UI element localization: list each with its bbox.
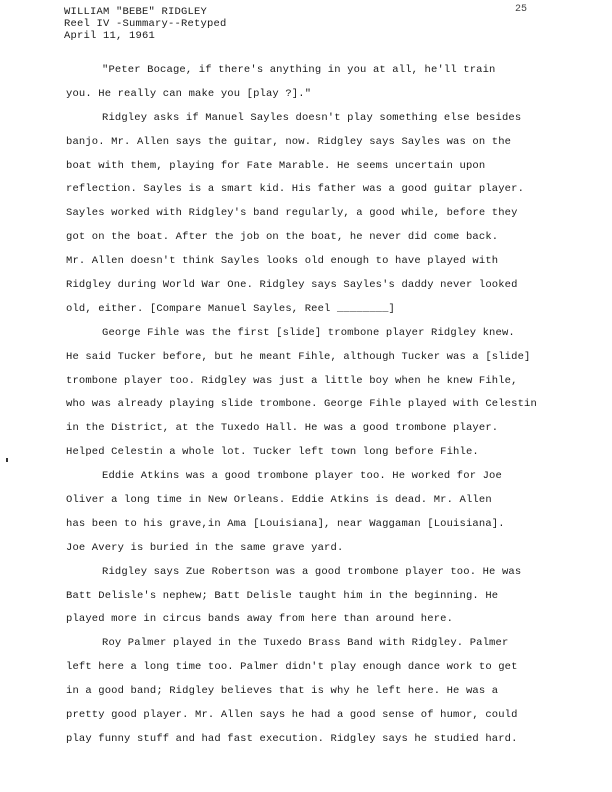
text-line: has been to his grave,in Ama [Louisiana], near Waggaman [Louisiana].: [66, 517, 505, 530]
text-line: reflection. Sayles is a smart kid. His father was a good guitar player.: [66, 183, 525, 196]
text-line: old, either. [Compare Manuel Sayles, Reel ________]: [66, 302, 396, 315]
text-line: George Fihle was the first [slide] trombone player Ridgley knew.: [102, 326, 515, 339]
text-line: Eddie Atkins was a good trombone player too. He worked for Joe: [102, 470, 502, 483]
page-number: 25: [515, 4, 528, 15]
text-line: who was already playing slide trombone. George Fihle played with Celestin: [66, 398, 537, 411]
text-line: "Peter Bocage, if there's anything in you at all, he'll train: [102, 64, 496, 76]
document-body: [66, 59, 556, 752]
text-line: banjo. Mr. Allen says the guitar, now. Ridgley says Sayles was on the: [66, 135, 512, 148]
text-line: Sayles worked with Ridgley's band regularly, a good while, before they: [66, 207, 518, 220]
text-line: in a good band; Ridgley believes that is why he left here. He was a: [66, 685, 499, 698]
text-line: you. He really can make you [play ?].": [66, 87, 312, 100]
text-line: Ridgley during World War One. Ridgley says Sayles's daddy never looked: [66, 279, 518, 292]
header-name: WILLIAM "BEBE" RIDGLEY: [64, 6, 208, 18]
text-line: Helped Celestin a whole lot. Tucker left town long before Fihle.: [66, 446, 479, 459]
text-line: played more in circus bands away from here than around here.: [66, 613, 454, 626]
text-line: Oliver a long time in New Orleans. Eddie Atkins is dead. Mr. Allen: [66, 494, 492, 507]
text-line: Batt Delisle's nephew; Batt Delisle taught him in the beginning. He: [66, 589, 499, 602]
text-line: pretty good player. Mr. Allen says he had a good sense of humor, could: [66, 709, 518, 722]
document-header: [64, 6, 227, 42]
text-line: got on the boat. After the job on the boat, he never did come back.: [66, 231, 499, 244]
text-line: Joe Avery is buried in the same grave yard.: [66, 541, 344, 554]
text-line: He said Tucker before, but he meant Fihle, although Tucker was a [slide]: [66, 350, 531, 363]
text-line: boat with them, playing for Fate Marable. He seems uncertain upon: [66, 159, 486, 172]
text-line: Roy Palmer played in the Tuxedo Brass Band with Ridgley. Palmer: [102, 637, 509, 650]
text-line: Ridgley asks if Manuel Sayles doesn't play something else besides: [102, 111, 522, 124]
text-line: in the District, at the Tuxedo Hall. He was a good trombone player.: [66, 422, 499, 435]
text-line: left here a long time too. Palmer didn't play enough dance work to get: [66, 661, 518, 674]
text-line: Mr. Allen doesn't think Sayles looks old enough to have played with: [66, 255, 499, 268]
text-line: Ridgley says Zue Robertson was a good trombone player too. He was: [102, 565, 522, 578]
header-date: April 11, 1961: [64, 30, 156, 42]
text-line: play funny stuff and had fast execution. Ridgley says he studied hard.: [66, 732, 518, 745]
header-reel: Reel IV -Summary--Retyped: [64, 18, 227, 30]
stray-mark: [6, 458, 8, 462]
text-line: trombone player too. Ridgley was just a little boy when he knew Fihle,: [66, 374, 518, 387]
